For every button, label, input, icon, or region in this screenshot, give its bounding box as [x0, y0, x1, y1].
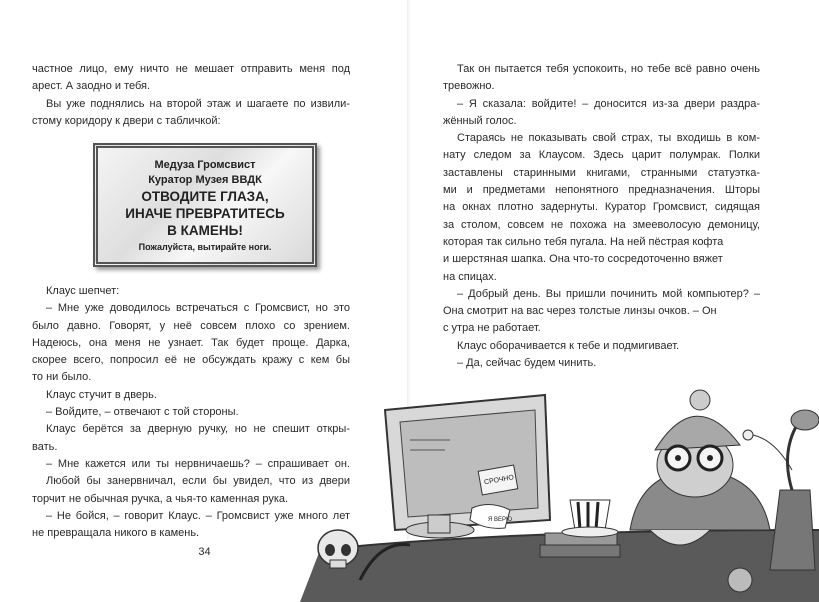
text-line: частное лицо, ему ничто не мешает отправить меня под [32, 63, 350, 75]
text-line: то ни было. [32, 371, 92, 384]
text-line: Она смотрит на вас через толстые линзы очков. – Он [443, 305, 717, 318]
sticky-note-text: СРОЧНО [483, 474, 515, 487]
text-line: и шерстяная шапка. Она что-то сосредоточенно вяжет [443, 253, 723, 266]
text-line: Клаус оборачивается к тебе и подмигивает. [457, 339, 680, 352]
sign-warning-2: ИНАЧЕ ПРЕВРАТИТЕСЬ [125, 206, 285, 221]
text-line: жённый голос. [443, 114, 517, 127]
text-line: – Я сказала: войдите! – доносится из-за двери раздра- [457, 97, 760, 110]
text-line: – Войдите, – отвечают с той стороны. [46, 406, 239, 419]
sign-note: Пожалуйста, вытирайте ноги. [138, 242, 272, 252]
text-line: Так он пытается тебя успокоить, но тебе всё равно очень [457, 63, 760, 75]
text-line: стому коридору к двери с табличкой: [32, 114, 221, 127]
sign-name: Медуза Громсвист [154, 159, 256, 171]
text-line: с утра не работает. [443, 322, 541, 335]
left-top-text [32, 61, 350, 130]
text-line: торчит не обычная ручка, а чья-то каменная рука. [32, 492, 289, 505]
door-sign [93, 143, 317, 267]
computer-monitor [385, 395, 550, 538]
yarn-ball [728, 568, 752, 592]
text-line: заставлены старинными книгами, странными статуэтка- [443, 166, 760, 179]
sticker-text: Я ВЕРЮ [488, 517, 513, 523]
text-line: – Мне кажется или ты нервничаешь? – спрашивает он. [46, 457, 350, 470]
tea-cup [570, 500, 610, 530]
text-line: нату следом за Клаусом. Здесь царит полумрак. Полки [443, 149, 760, 162]
book-stack [540, 545, 620, 557]
page-number: 34 [198, 546, 211, 558]
text-line: было давно. Говорят, у неё совсем плохо со зрением. [32, 319, 350, 332]
text-line: Клаус стучит в дверь. [46, 388, 157, 401]
sign-warning-3: В КАМЕНЬ! [167, 223, 243, 238]
text-line: тревожно. [443, 80, 495, 93]
sign-title: Куратор Музея ВВДК [148, 174, 262, 186]
text-line: Клаус шепчет: [46, 285, 120, 297]
text-line: – Добрый день. Вы пришли починить мой компьютер? – [457, 287, 760, 300]
text-line: арест. А заодно и тебя. [32, 80, 151, 93]
text-line: ми и предметами непонятного предназначения. Шторы [443, 184, 760, 197]
text-line: скорее всего, попросил её не обсуждать кражу с кем бы [32, 354, 350, 367]
text-line: Вы уже поднялись на второй этаж и шагаете по извили- [46, 97, 350, 110]
text-line: – Да, сейчас будем чинить. [457, 357, 597, 370]
text-line: на окнах плотно задернуты. Куратор Громсвист, сидящая [443, 201, 760, 214]
text-line: – Мне уже доводилось встречаться с Громсвист, но это [46, 302, 350, 315]
text-line: Любой бы занервничал, если бы увидел, что из двери [46, 475, 350, 488]
text-line: вать. [32, 440, 58, 453]
text-line: Надеюсь, она меня не узнает. Так будет проще. Дарка, [32, 336, 350, 349]
right-text [443, 61, 760, 372]
sign-warning-1: ОТВОДИТЕ ГЛАЗА, [141, 189, 269, 204]
knit-hat [655, 416, 740, 450]
text-line: – Не бойся, – говорит Клаус. – Громсвист уже много лет [46, 509, 350, 522]
text-line: не превращала никого в камень. [32, 527, 200, 540]
text-line: на спицах. [443, 270, 497, 283]
text-line: Клаус берётся за дверную ручку, но не спешит откры- [46, 423, 350, 436]
text-line: Стараясь не показывать свой страх, ты входишь в ком- [457, 132, 760, 145]
curator-illustration [300, 380, 819, 602]
text-line: которая так сильно тебя пугала. На ней пёстрая кофта [443, 235, 724, 248]
text-line: за столом, совсем не похожа на змееволосую демоницу, [443, 218, 760, 231]
